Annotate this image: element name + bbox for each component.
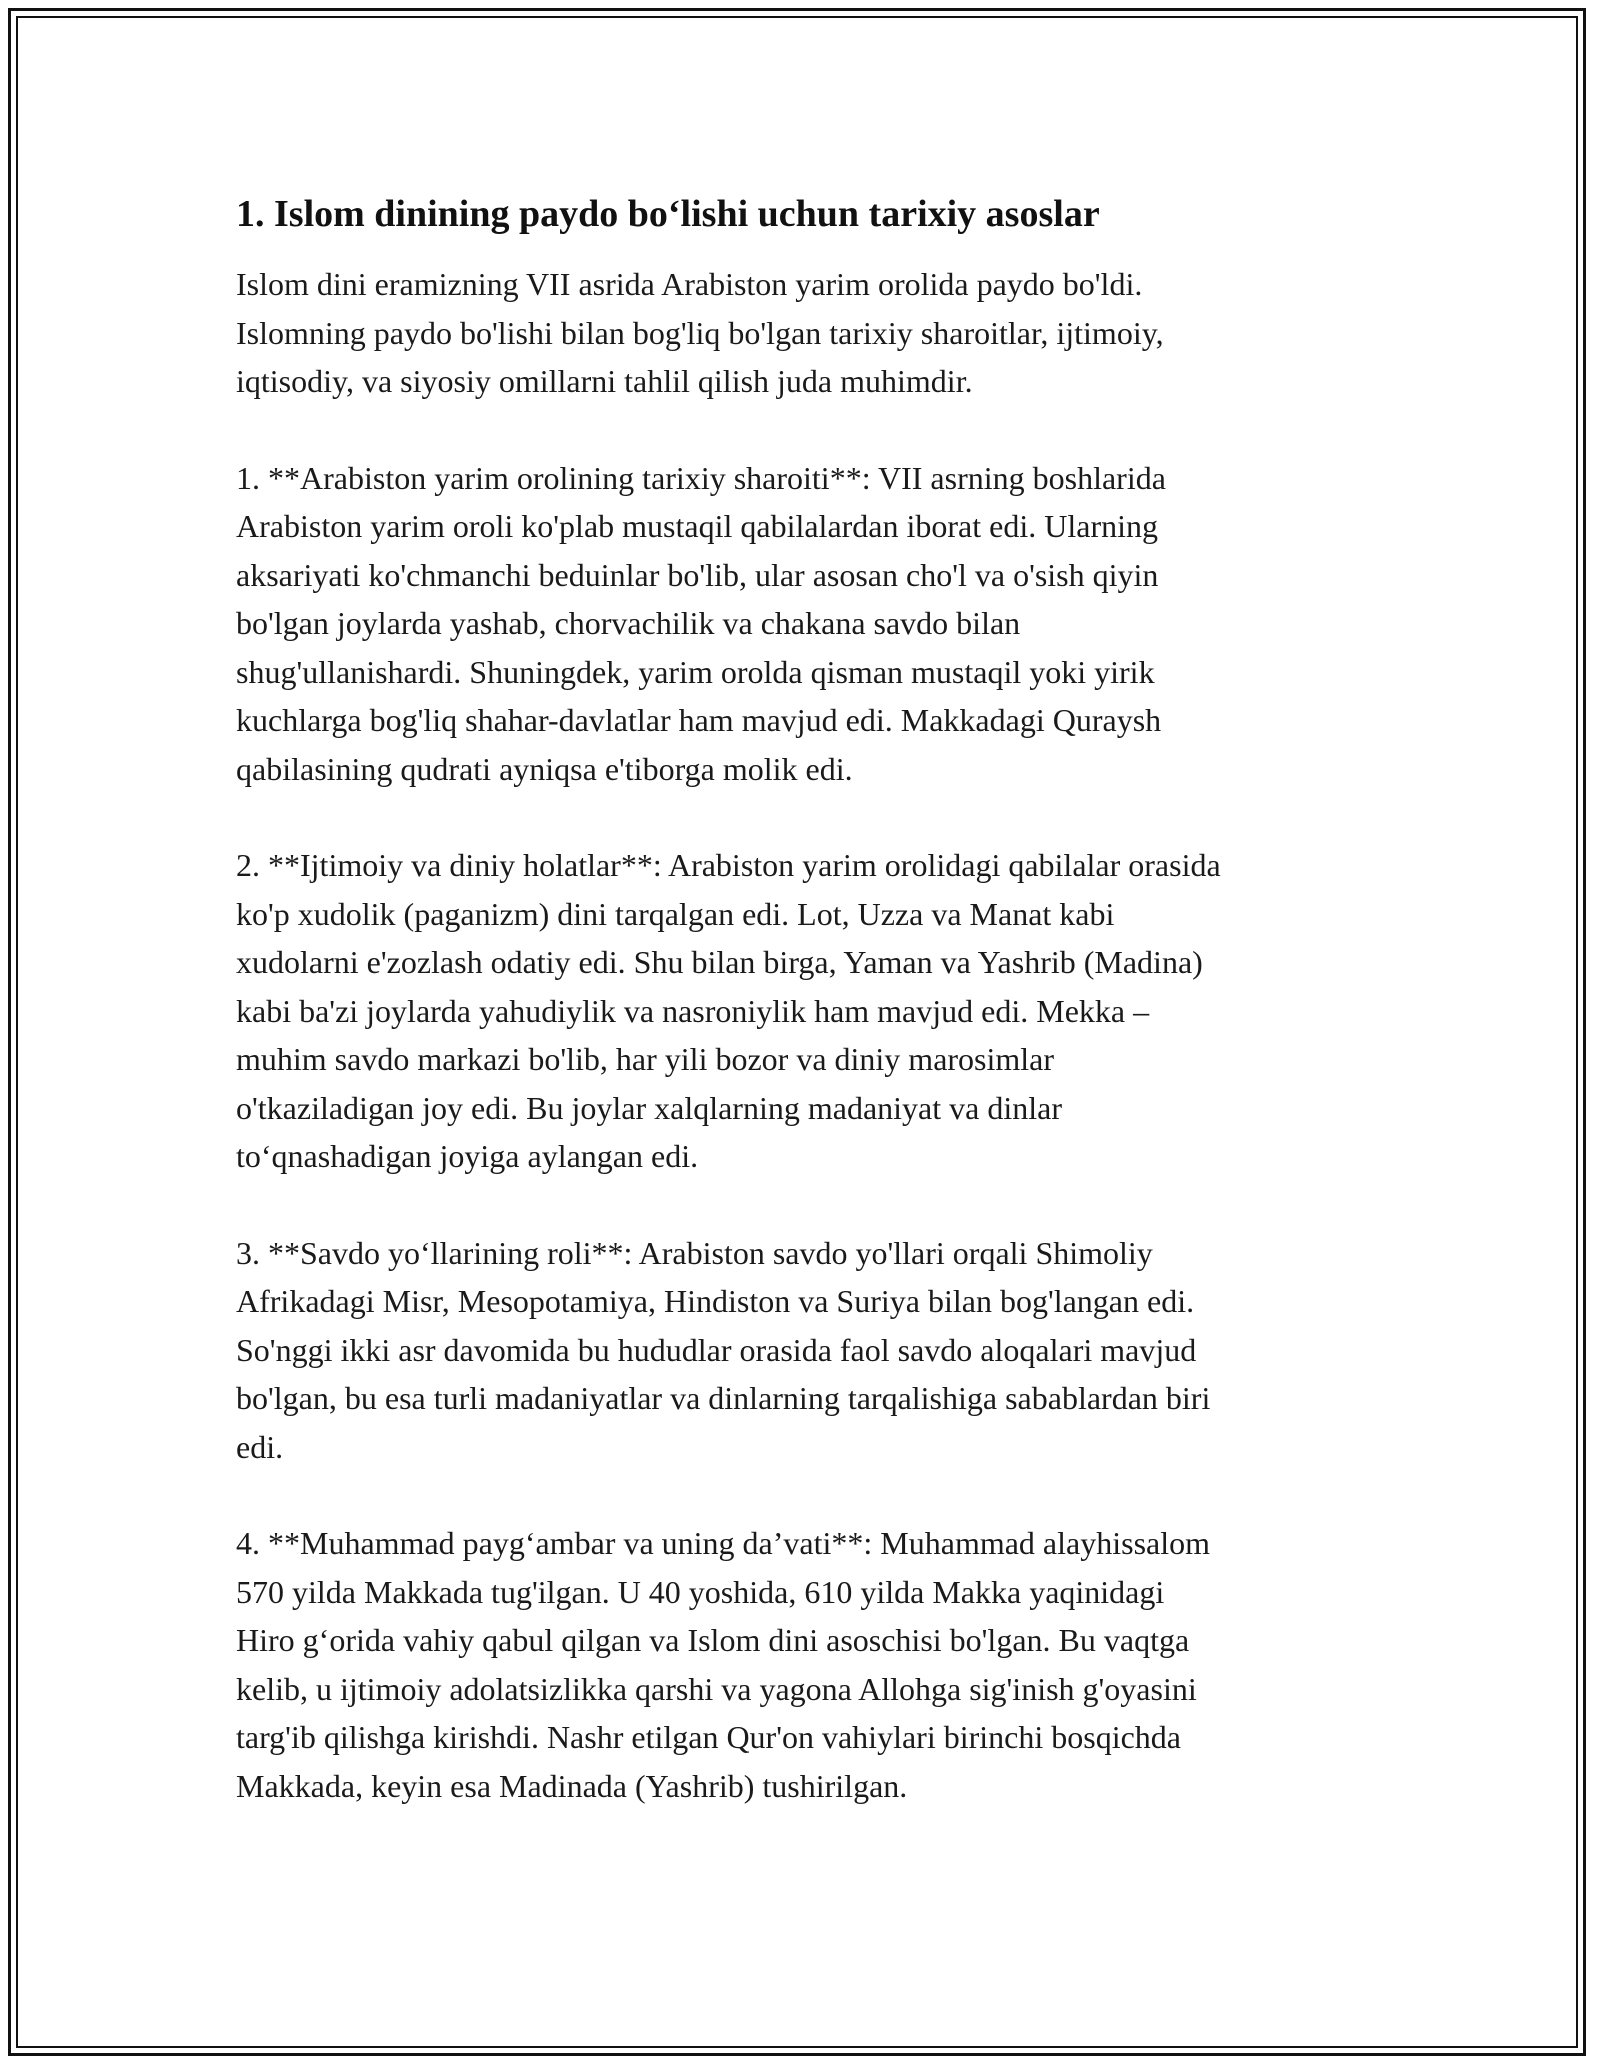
paragraph-muhammad: 4. **Muhammad payg‘ambar va uning da’vati**: Muhammad alayhissalom 570 yilda Makkada tug'ilgan. U 40 yoshida, 610 yilda Makka yaqinidagi Hiro g‘orida vahiy qabul qilgan va Islom dini asoschisi bo'lgan. Bu vaqtga kelib, u ijtimoiy adolatsizlikka qarshi va yagona Allohga sig'inish g'oyasini targ'ib qilishga kirishdi. Nashr etilgan Qur'on vahiylari birinchi bosqichda Makkada, keyin esa Madinada (Yashrib) tushirilgan. <box>236 1525 1210 1804</box>
document-body <box>236 190 1386 1858</box>
intro-paragraph: Islom dini eramizning VII asrida Arabiston yarim orolida paydo bo'ldi. Islomning paydo bo'lishi bilan bog'liq bo'lgan tarixiy sharoitlar, ijtimoiy, iqtisodiy, va siyosiy omillarni tahlil qilish juda muhimdir. <box>236 266 1164 399</box>
paragraph-arabian-conditions: 1. **Arabiston yarim orolining tarixiy sharoiti**: VII asrning boshlarida Arabiston yarim oroli ko'plab mustaqil qabilalardan iborat edi. Ularning aksariyati ko'chmanchi beduinlar bo'lib, ular asosan cho'l va o'sish qiyin bo'lgan joylarda yashab, chorvachilik va chakana savdo bilan shug'ullanishardi. Shuningdek, yarim orolda qisman mustaqil yoki yirik kuchlarga bog'liq shahar-davlatlar ham mavjud edi. Makkadagi Quraysh qabilasining qudrati ayniqsa e'tiborga molik edi. <box>236 459 1166 787</box>
paragraph-social-religious: 2. **Ijtimoiy va diniy holatlar**: Arabiston yarim orolidagi qabilalar orasida ko'p xudolik (paganizm) dini tarqalgan edi. Lot, Uzza va Manat kabi xudolarni e'zozlash odatiy edi. Shu bilan birga, Yaman va Yashrib (Madina) kabi ba'zi joylarda yahudiylik va nasroniylik ham mavjud edi. Mekka – muhim savdo markazi bo'lib, har yili bozor va diniy marosimlar o'tkaziladigan joy edi. Bu joylar xalqlarning madaniyat va dinlar to‘qnashadigan joyiga aylangan edi. <box>236 847 1221 1174</box>
section-heading: 1. Islom dinining paydo bo‘lishi uchun tarixiy asoslar <box>236 193 1100 235</box>
paragraph-trade-routes: 3. **Savdo yo‘llarining roli**: Arabiston savdo yo'llari orqali Shimoliy Afrikadagi Misr, Mesopotamiya, Hindiston va Suriya bilan bog'langan edi. So'nggi ikki asr davomida bu hududlar orasida faol savdo aloqalari mavjud bo'lgan, bu esa turli madaniyatlar va dinlarning tarqalishiga sabablardan biri edi. <box>236 1234 1211 1465</box>
